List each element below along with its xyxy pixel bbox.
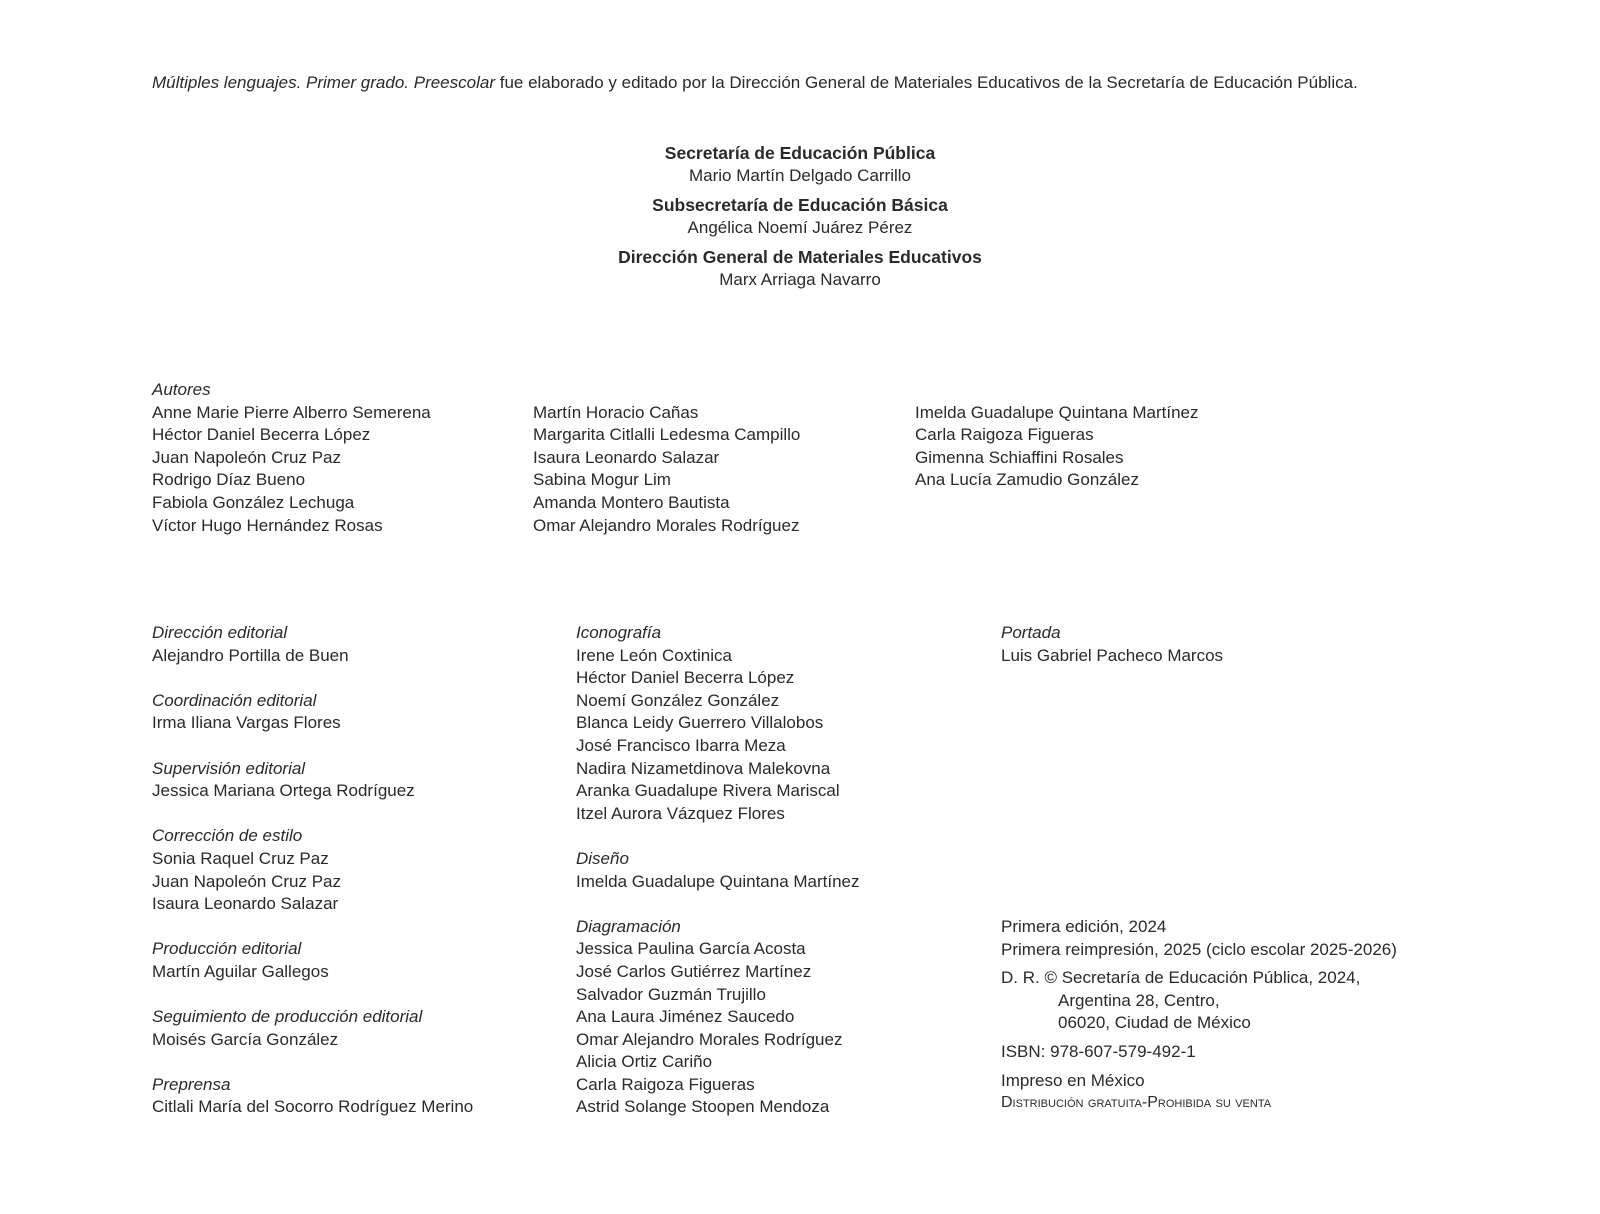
credit-label: Preprensa [152,1074,231,1094]
credit-name: Ana Laura Jiménez Saucedo [576,1007,795,1027]
credit-name: Salvador Guzmán Trujillo [576,984,766,1004]
credit-name: Irene León Coxtinica [576,645,732,665]
credit-name: Itzel Aurora Vázquez Flores [576,803,785,823]
author-name: Carla Raigoza Figueras [915,425,1094,445]
author-name: Anne Marie Pierre Alberro Semerena [152,402,431,422]
author-name: Juan Napoleón Cruz Paz [152,447,342,467]
author-name: Margarita Citlalli Ledesma Campillo [533,425,801,445]
isbn-text: ISBN: 978-607-579-492-1 [1001,1041,1196,1061]
author-name: Sabina Mogur Lim [533,470,671,490]
credit-seguimiento-produccion [152,1006,473,1051]
credit-diagramacion [576,916,860,1119]
author-name: Rodrigo Díaz Bueno [152,470,306,490]
official-dgme [0,245,1600,291]
credit-label: Coordinación editorial [152,690,317,710]
official-person: Mario Martín Delgado Carrillo [688,166,912,185]
credit-name: Carla Raigoza Figueras [576,1074,755,1094]
credit-name: Aranka Guadalupe Rivera Mariscal [576,781,840,801]
credit-name: Héctor Daniel Becerra López [576,668,795,688]
credit-name: Noemí González González [576,690,780,710]
edition-text: Primera edición, 2024 [1001,917,1167,936]
credit-name: Blanca Leidy Guerrero Villalobos [576,713,824,733]
intro-statement [152,72,1358,94]
credit-produccion-editorial [152,938,473,983]
credit-name: Omar Alejandro Morales Rodríguez [576,1029,843,1049]
credit-name: Juan Napoleón Cruz Paz [152,871,342,891]
official-person: Angélica Noemí Juárez Pérez [687,218,913,237]
credits-col-1 [152,622,473,1142]
credit-name: Moisés García González [152,1029,339,1049]
authors-col-2 [533,402,800,538]
official-org: Subsecretaría de Educación Básica [652,195,948,215]
authors-col-1 [152,379,431,537]
credit-label: Diagramación [576,916,681,936]
credit-label: Producción editorial [152,939,302,959]
credit-name: Nadira Nizametdinova Malekovna [576,758,831,778]
copyright-text: D. R. © Secretaría de Educación Pública, 2024, [1001,968,1361,988]
credit-name: Alejandro Portilla de Buen [152,645,349,665]
official-seb [0,193,1600,239]
authors-label: Autores [152,380,211,399]
credit-name: Jessica Paulina García Acosta [576,939,806,959]
credit-iconografia [576,622,860,825]
author-name: Isaura Leonardo Salazar [533,447,720,467]
author-name: Héctor Daniel Becerra López [152,425,371,445]
credit-correccion-estilo [152,825,473,915]
credit-name: Jessica Mariana Ortega Rodríguez [152,781,415,801]
credit-name: Citlali María del Socorro Rodríguez Merino [152,1097,474,1117]
credit-name: Imelda Guadalupe Quintana Martínez [576,871,860,891]
credit-label: Dirección editorial [152,623,288,642]
credit-supervision-editorial [152,758,473,803]
credit-name: José Carlos Gutiérrez Martínez [576,961,812,981]
author-name: Ana Lucía Zamudio González [915,470,1139,490]
book-title: Múltiples lenguajes. Primer grado. Preescolar [152,73,495,92]
credit-name: Martín Aguilar Gallegos [152,961,329,981]
address-line-2: 06020, Ciudad de México [1058,1013,1251,1033]
official-org: Secretaría de Educación Pública [664,143,936,163]
credit-label: Iconografía [576,623,662,642]
credits-col-2 [576,622,860,1142]
credit-name: Sonia Raquel Cruz Paz [152,848,329,868]
credit-direccion-editorial [152,622,473,667]
credit-name: Luis Gabriel Pacheco Marcos [1001,645,1224,665]
legal-block [1001,916,1397,1115]
credit-label: Supervisión editorial [152,758,306,778]
credit-name: Irma Iliana Vargas Flores [152,713,341,733]
credit-coordinacion-editorial [152,690,473,735]
authors-col-3 [915,402,1199,492]
official-sep [0,141,1600,187]
reprint-text: Primera reimpresión, 2025 (ciclo escolar 2025-2026) [1001,939,1397,959]
author-name: Fabiola González Lechuga [152,492,355,512]
credit-label: Corrección de estilo [152,826,303,846]
official-person: Marx Arriaga Navarro [719,270,881,289]
credit-label: Diseño [576,848,629,868]
credit-name: Astrid Solange Stoopen Mendoza [576,1097,830,1117]
author-name: Víctor Hugo Hernández Rosas [152,515,383,535]
printed-in-text: Impreso en México [1001,1070,1145,1090]
credit-portada [1001,622,1223,667]
author-name: Martín Horacio Cañas [533,402,699,422]
credit-name: José Francisco Ibarra Meza [576,735,786,755]
author-name: Amanda Montero Bautista [533,492,730,512]
official-org: Dirección General de Materiales Educativos [618,247,982,267]
officials-block [0,141,1600,297]
distribution-notice: Distribución gratuita-Prohibida su venta [1001,1094,1272,1112]
author-name: Gimenna Schiaffini Rosales [915,447,1124,467]
intro-text: fue elaborado y editado por la Dirección General de Materiales Educativos de la Secretaría de Educación Pública. [495,73,1358,92]
credits-col-3 [1001,622,1223,690]
credit-preprensa [152,1074,473,1119]
credit-diseno [576,848,860,893]
credit-name: Alicia Ortiz Cariño [576,1052,713,1072]
author-name: Omar Alejandro Morales Rodríguez [533,515,800,535]
address-line-1: Argentina 28, Centro, [1058,990,1220,1010]
credit-label: Portada [1001,623,1061,642]
author-name: Imelda Guadalupe Quintana Martínez [915,402,1199,422]
credit-name: Isaura Leonardo Salazar [152,894,339,914]
credit-label: Seguimiento de producción editorial [152,1007,423,1027]
